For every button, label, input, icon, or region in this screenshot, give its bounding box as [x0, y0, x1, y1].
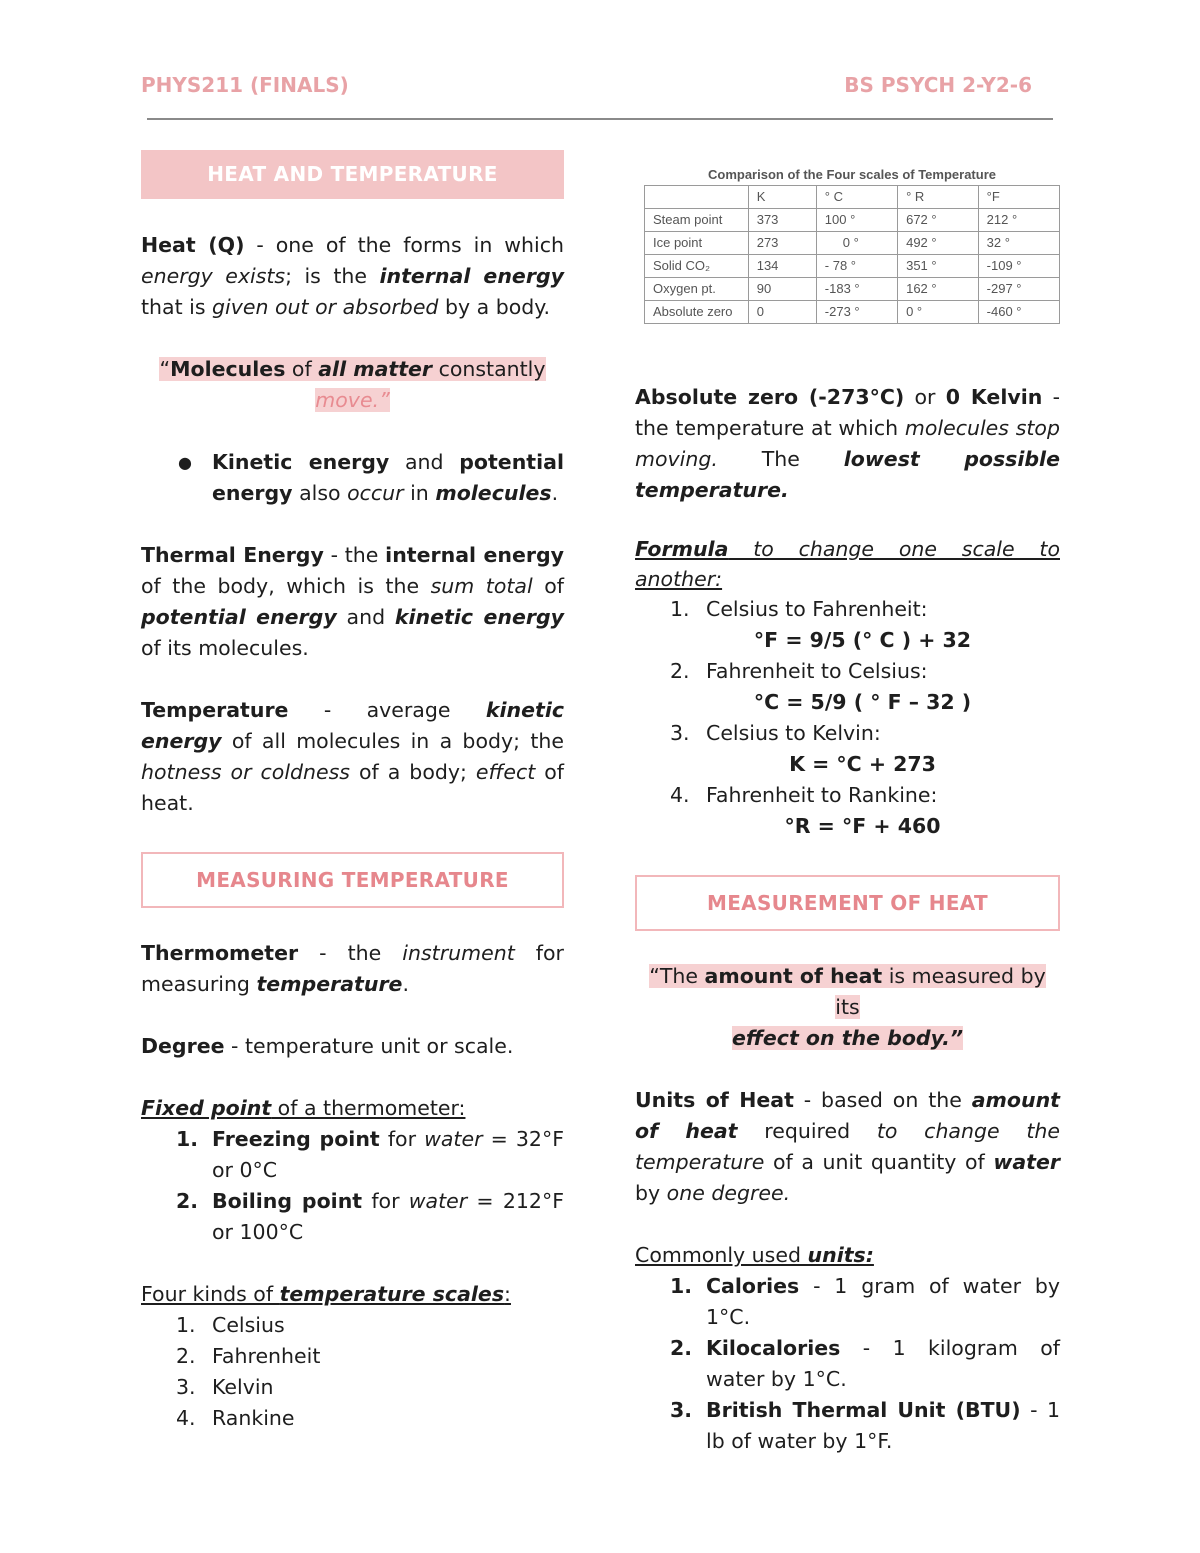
term-absolute-zero: Absolute zero (-273°C) [635, 385, 905, 409]
formula-f-to-c: °C = 5/9 ( ° F – 32 ) [753, 690, 972, 714]
list-number: 2. [670, 659, 690, 683]
text: Kinetic energy [212, 450, 390, 474]
text: internal energy [379, 264, 564, 288]
table-cell: 90 [748, 278, 816, 301]
list-item [635, 780, 1060, 811]
text: = 32°F or 0°C [212, 1127, 564, 1182]
text: occur [347, 481, 404, 505]
list-number: 4. [670, 783, 690, 807]
text: “ [159, 357, 171, 381]
table-cell: 351 ° [898, 255, 979, 278]
text: also [292, 481, 348, 505]
table-header-cell: ° C [816, 186, 897, 209]
table-cell: 100 ° [816, 209, 897, 232]
list-number: 1. [670, 1274, 693, 1298]
text: by [635, 1181, 667, 1205]
text: of the body, which is the [141, 574, 431, 598]
table-cell: 273 [748, 232, 816, 255]
energy-bullet-list [141, 447, 564, 509]
text: temperature scales [279, 1282, 505, 1306]
text: given out or absorbed [212, 295, 439, 319]
text: - 1 gram of water by 1°C. [706, 1274, 1060, 1329]
text: - average [288, 698, 486, 722]
list-number: 3. [670, 721, 690, 745]
left-column [141, 150, 564, 1434]
text: energy exists [141, 264, 286, 288]
temperature-scale-table-figure [644, 165, 1060, 324]
fixed-point-heading [141, 1093, 564, 1124]
list-item [141, 1186, 564, 1248]
text: constantly [432, 357, 546, 381]
table-header-cell: K [748, 186, 816, 209]
text: - 1 kilogram of water by 1°C. [706, 1336, 1060, 1391]
text: instrument [402, 941, 515, 965]
text: units: [807, 1243, 874, 1267]
text: of [285, 357, 319, 381]
degree-definition [141, 1031, 564, 1062]
text: - based on the [793, 1088, 972, 1112]
units-list [635, 1271, 1060, 1457]
list-item [635, 1395, 1060, 1457]
term-thermal-energy: Thermal Energy [141, 543, 324, 567]
text: Calories [706, 1274, 800, 1298]
text: - temperature unit or scale. [224, 1034, 514, 1058]
list-item [635, 1271, 1060, 1333]
formula-c-to-f: °F = 9/5 (° C ) + 32 [753, 628, 972, 652]
term-degree: Degree [141, 1034, 225, 1058]
table-cell: Oxygen pt. [645, 278, 749, 301]
text: sum total [430, 574, 533, 598]
text: of heat. [141, 760, 565, 815]
list-item [635, 718, 1060, 749]
text: and [336, 605, 395, 629]
text: Rankine [212, 1406, 295, 1430]
list-number: 4. [176, 1406, 196, 1430]
text: water [408, 1189, 468, 1213]
text: kinetic energy [141, 698, 564, 753]
list-number: 2. [670, 1336, 693, 1360]
heading-measurement-of-heat: MEASUREMENT OF HEAT [635, 875, 1060, 931]
text: effect [475, 760, 536, 784]
text: of a thermometer: [271, 1096, 466, 1120]
text: Fixed point [141, 1096, 272, 1120]
formula-heading [635, 534, 1060, 594]
text: by a body. [438, 295, 551, 319]
units-of-heat-definition [635, 1085, 1060, 1209]
list-number: 1. [176, 1127, 199, 1151]
thermal-energy-definition [141, 540, 564, 664]
list-number: 1. [176, 1313, 196, 1337]
text: : [504, 1282, 511, 1306]
table-row [645, 301, 1060, 324]
text: - one of the forms in which [244, 233, 565, 257]
list-item [141, 447, 564, 509]
absolute-zero-definition [635, 382, 1060, 506]
formula-list [635, 656, 1060, 687]
table-header-row [645, 186, 1060, 209]
text: effect on the body.” [731, 1026, 964, 1050]
text: Commonly used [635, 1243, 808, 1267]
table-header-cell [645, 186, 749, 209]
text: lowest possible temperature. [635, 447, 1060, 502]
text: for measuring [141, 941, 564, 996]
text: temperature [256, 972, 403, 996]
text: potential energy [141, 605, 337, 629]
header-divider [147, 118, 1053, 120]
text: all matter [318, 357, 433, 381]
table-cell: 0 ° [816, 232, 897, 255]
text: to change the temperature [635, 1119, 1060, 1174]
text: “The [649, 964, 705, 988]
bullet-icon: ● [178, 453, 192, 472]
text: internal energy [385, 543, 564, 567]
table-title: Comparison of the Four scales of Temperature [708, 167, 996, 182]
text: Kilocalories [706, 1336, 841, 1360]
table-cell: -460 ° [978, 301, 1059, 324]
temperature-definition [141, 695, 564, 819]
formula-list [635, 594, 1060, 625]
list-item [141, 1124, 564, 1186]
list-item [635, 656, 1060, 687]
quote-molecules [141, 354, 564, 416]
table-cell: -183 ° [816, 278, 897, 301]
text: that is [141, 295, 213, 319]
text: or [904, 385, 946, 409]
table-cell: 0 [748, 301, 816, 324]
text: ; is the [285, 264, 380, 288]
formula-c-to-k: K = °C + 273 [789, 752, 936, 776]
text: 0 Kelvin [945, 385, 1043, 409]
table-cell: - 78 ° [816, 255, 897, 278]
text: to change one scale to another: [635, 537, 1060, 591]
text: Freezing point [212, 1127, 380, 1151]
text: of a unit quantity of [764, 1150, 994, 1174]
text: and [389, 450, 460, 474]
formula-f-to-r: °R = °F + 460 [784, 814, 941, 838]
term-temperature: Temperature [141, 698, 289, 722]
text: . [551, 481, 559, 505]
table-cell: Ice point [645, 232, 749, 255]
table-cell: 212 ° [978, 209, 1059, 232]
heading-measuring-temperature: MEASURING TEMPERATURE [141, 852, 564, 908]
section-code: BS PSYCH 2-Y2-6 [844, 73, 1032, 97]
list-item [635, 594, 1060, 625]
text: amount of heat [704, 964, 883, 988]
temperature-scale-table [644, 185, 1060, 324]
common-units-heading [635, 1240, 1060, 1271]
term-units-of-heat: Units of Heat [635, 1088, 794, 1112]
list-number: 1. [670, 597, 690, 621]
list-number: 2. [176, 1344, 196, 1368]
list-number: 3. [670, 1398, 693, 1422]
table-cell: -109 ° [978, 255, 1059, 278]
list-number: 3. [176, 1375, 196, 1399]
text: molecules [435, 481, 552, 505]
list-item [635, 1333, 1060, 1395]
text: - 1 lb of water by 1°F. [706, 1398, 1060, 1453]
table-row [645, 255, 1060, 278]
text: The [717, 447, 844, 471]
text: . [402, 972, 409, 996]
term-thermometer: Thermometer [141, 941, 299, 965]
heat-definition [141, 230, 564, 323]
text: Molecules [170, 357, 286, 381]
text: Formula [635, 537, 729, 561]
formula-list [635, 780, 1060, 811]
table-cell: Steam point [645, 209, 749, 232]
table-cell: Solid CO₂ [645, 255, 749, 278]
text: Fahrenheit [212, 1344, 321, 1368]
list-item [141, 1372, 564, 1403]
list-item [141, 1310, 564, 1341]
list-item [141, 1341, 564, 1372]
text: - the temperature at which [635, 385, 1060, 440]
table-header-cell: ° R [898, 186, 979, 209]
text: water [993, 1150, 1060, 1174]
table-row [645, 232, 1060, 255]
table-cell: Absolute zero [645, 301, 749, 324]
text: Kelvin [212, 1375, 274, 1399]
table-cell: 672 ° [898, 209, 979, 232]
text: Four kinds of [141, 1282, 280, 1306]
text: for [379, 1127, 425, 1151]
text: Fahrenheit to Rankine: [706, 783, 938, 807]
list-item [141, 1403, 564, 1434]
text: of a body; [350, 760, 476, 784]
quote-amount-of-heat [635, 961, 1060, 1054]
text: - the [323, 543, 386, 567]
text: - the [298, 941, 403, 965]
text: of [532, 574, 564, 598]
table-cell: 0 ° [898, 301, 979, 324]
scales-heading [141, 1279, 564, 1310]
text: of its molecules. [141, 636, 309, 660]
text: water [424, 1127, 483, 1151]
text: move.” [315, 388, 390, 412]
formula-list [635, 718, 1060, 749]
text: in [403, 481, 436, 505]
table-row [645, 209, 1060, 232]
heading-heat-and-temperature: HEAT AND TEMPERATURE [141, 150, 564, 199]
table-cell: 134 [748, 255, 816, 278]
text: Celsius [212, 1313, 285, 1337]
table-cell: -273 ° [816, 301, 897, 324]
scales-list [141, 1310, 564, 1434]
table-cell: 373 [748, 209, 816, 232]
text: of all molecules in a body; the [221, 729, 564, 753]
table-row [645, 278, 1060, 301]
text: Celsius to Kelvin: [706, 721, 881, 745]
table-cell: -297 ° [978, 278, 1059, 301]
text: potential energy [212, 450, 564, 505]
course-code: PHYS211 (FINALS) [141, 73, 349, 97]
text: amount of heat [635, 1088, 1060, 1143]
text: Fahrenheit to Celsius: [706, 659, 928, 683]
table-header-cell: °F [978, 186, 1059, 209]
text: Celsius to Fahrenheit: [706, 597, 928, 621]
text: for [362, 1189, 409, 1213]
table-cell: 32 ° [978, 232, 1059, 255]
table-cell: 492 ° [898, 232, 979, 255]
text: = 212°F or 100°C [212, 1189, 564, 1244]
text: British Thermal Unit (BTU) [706, 1398, 1021, 1422]
term-heat: Heat (Q) [141, 233, 245, 257]
table-cell: 162 ° [898, 278, 979, 301]
text: Boiling point [212, 1189, 363, 1213]
fixed-point-list [141, 1124, 564, 1248]
text: hotness or coldness [141, 760, 350, 784]
thermometer-definition [141, 938, 564, 1000]
text: is measured by its [835, 964, 1046, 1019]
text: molecules stop moving. [635, 416, 1060, 471]
text: one degree. [666, 1181, 791, 1205]
list-number: 2. [176, 1189, 199, 1213]
text: kinetic energy [394, 605, 564, 629]
right-column [635, 165, 1060, 1457]
text: required [737, 1119, 877, 1143]
